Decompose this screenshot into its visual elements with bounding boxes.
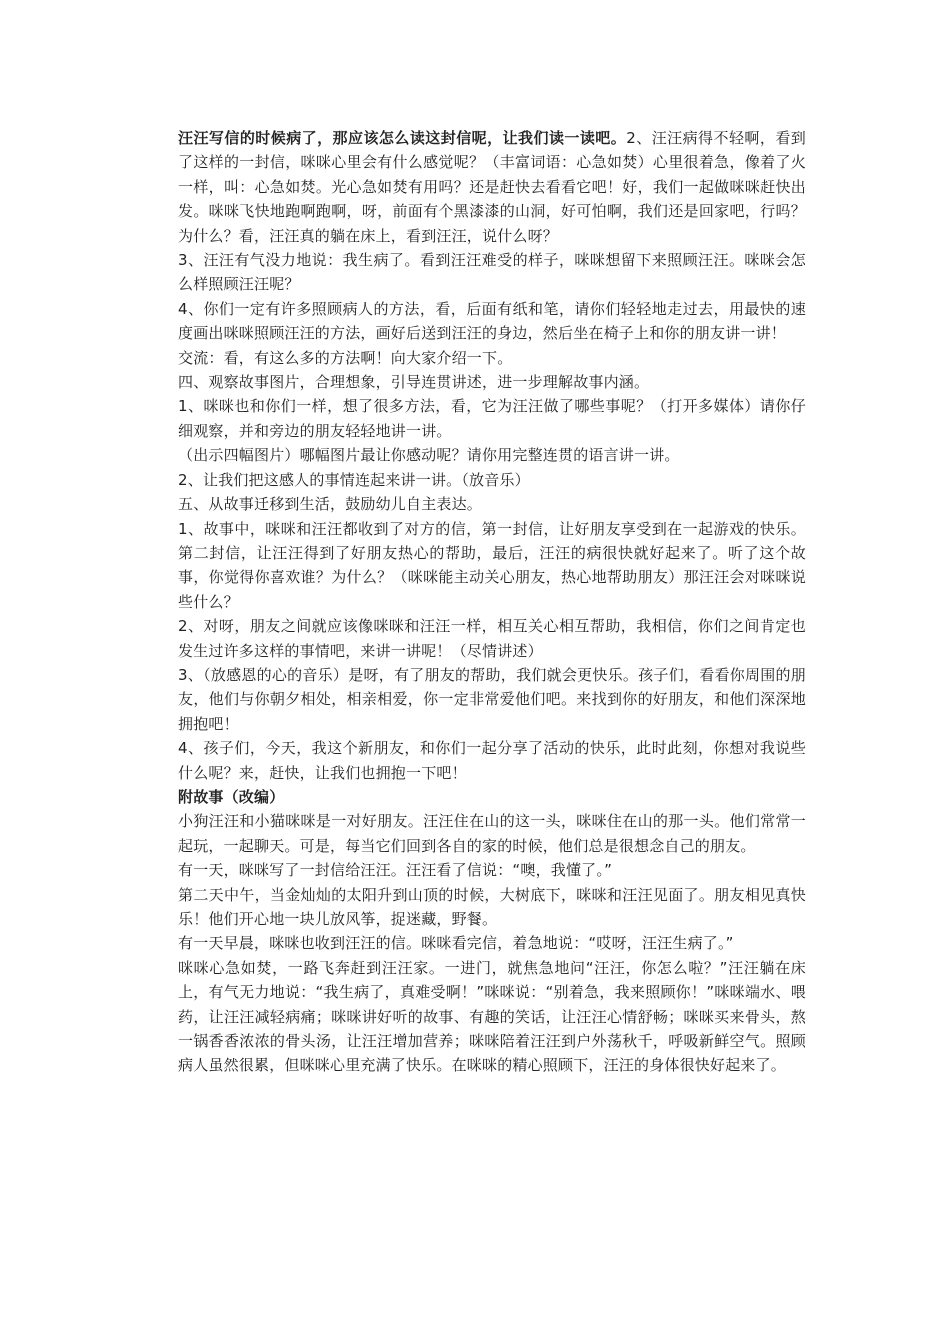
paragraph-1-bold: 汪汪写信的时候病了，那应该怎么读这封信呢，让我们读一读吧。	[178, 129, 627, 147]
paragraph-1-text: 2、汪汪病得不轻啊，看到了这样的一封信，咪咪心里会有什么感觉呢？（丰富词语：心急如焚）心里很着急，像着了火一样，叫：心急如焚。光心急如焚有用吗？还是赶快去看看它吧！好，我们一起做咪咪赶快出发。咪咪飞快地跑啊跑啊，呀，前面有个黑漆漆的山洞，好可怕啊，我们还是回家吧，行吗？为什么？看，汪汪真的躺在床上，看到汪汪，说什么呀？	[178, 129, 806, 245]
story-paragraph-5: 咪咪心急如焚，一路飞奔赶到汪汪家。一进门，就焦急地问“汪汪，你怎么啦？”汪汪躺在床上，有气无力地说：“我生病了，真难受啊！”咪咪说：“别着急，我来照顾你！”咪咪端水、喂药，让汪汪减轻病痛；咪咪讲好听的故事、有趣的笑话，让汪汪心情舒畅；咪咪买来骨头，熬一锅香香浓浓的骨头汤，让汪汪增加营养；咪咪陪着汪汪到户外荡秋千，呼吸新鲜空气。照顾病人虽然很累，但咪咪心里充满了快乐。在咪咪的精心照顾下，汪汪的身体很快好起来了。	[178, 958, 806, 1075]
paragraph-12: 3、（放感恩的心的音乐）是呀，有了朋友的帮助，我们就会更快乐。孩子们，看看你周围的朋友，他们与你朝夕相处，相亲相爱，你一定非常爱他们吧。来找到你的好朋友，和他们深深地拥抱吧！	[178, 665, 806, 733]
paragraph-11: 2、对呀，朋友之间就应该像咪咪和汪汪一样，相互关心相互帮助，我相信，你们之间肯定也发生过许多这样的事情吧，来讲一讲呢！（尽情讲述）	[178, 617, 806, 660]
section-heading-5: 五、从故事迁移到生活，鼓励幼儿自主表达。	[178, 495, 483, 514]
paragraph-6: 1、咪咪也和你们一样，想了很多方法，看，它为汪汪做了哪些事呢？（打开多媒体）请你仔细观察，并和旁边的朋友轻轻地讲一讲。	[178, 397, 806, 440]
paragraph-7: （出示四幅图片）哪幅图片最让你感动呢？请你用完整连贯的语言讲一讲。	[178, 446, 680, 465]
paragraph-1	[178, 126, 806, 248]
paragraph-2: 3、汪汪有气没力地说：我生病了。看到汪汪难受的样子，咪咪想留下来照顾汪汪。咪咪会怎么样照顾汪汪呢？	[178, 251, 806, 294]
story-paragraph-3: 第二天中午，当金灿灿的太阳升到山顶的时候，大树底下，咪咪和汪汪见面了。朋友相见真快乐！他们开心地一块儿放风筝，捉迷藏，野餐。	[178, 885, 806, 928]
story-paragraph-2: 有一天，咪咪写了一封信给汪汪。汪汪看了信说：“噢，我懂了。”	[178, 861, 613, 880]
paragraph-8: 2、让我们把这感人的事情连起来讲一讲。（放音乐）	[178, 470, 530, 489]
story-paragraph-1: 小狗汪汪和小猫咪咪是一对好朋友。汪汪住在山的这一头，咪咪住在山的那一头。他们常常一起玩，一起聊天。可是，每当它们回到各自的家的时候，他们总是很想念自己的朋友。	[178, 812, 806, 855]
section-heading-4: 四、观察故事图片，合理想象，引导连贯讲述，进一步理解故事内涵。	[178, 373, 650, 392]
story-heading: 附故事（改编）	[178, 787, 285, 806]
story-paragraph-4: 有一天早晨，咪咪也收到汪汪的信。咪咪看完信，着急地说：“哎呀，汪汪生病了。”	[178, 934, 734, 953]
paragraph-10: 1、故事中，咪咪和汪汪都收到了对方的信，第一封信，让好朋友享受到在一起游戏的快乐。第二封信，让汪汪得到了好朋友热心的帮助，最后，汪汪的病很快就好起来了。听了这个故事，你觉得你喜欢谁？为什么？（咪咪能主动关心朋友，热心地帮助朋友）那汪汪会对咪咪说些什么？	[178, 519, 806, 611]
document-body	[178, 126, 806, 1078]
paragraph-13: 4、孩子们，今天，我这个新朋友，和你们一起分享了活动的快乐，此时此刻，你想对我说些什么呢？来，赶快，让我们也拥抱一下吧！	[178, 739, 806, 782]
paragraph-4: 交流：看，有这么多的方法啊！向大家介绍一下。	[178, 348, 513, 367]
paragraph-3: 4、你们一定有许多照顾病人的方法，看，后面有纸和笔，请你们轻轻地走过去，用最快的速度画出咪咪照顾汪汪的方法，画好后送到汪汪的身边，然后坐在椅子上和你的朋友讲一讲！	[178, 299, 806, 343]
